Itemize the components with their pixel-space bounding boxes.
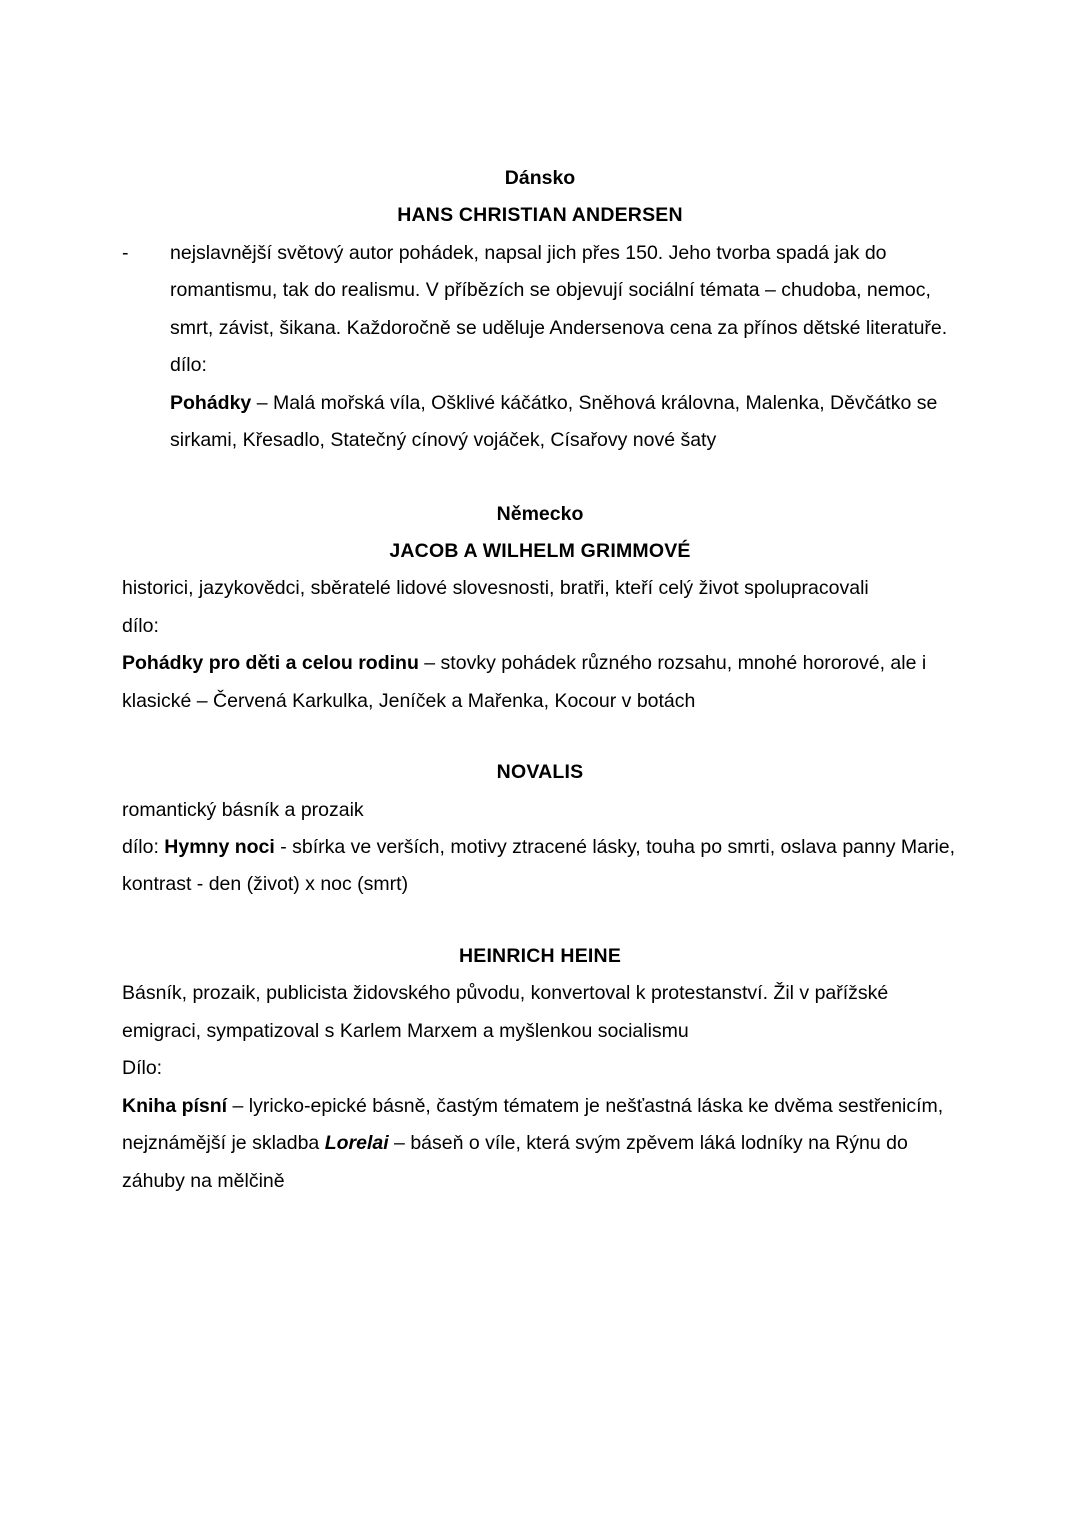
novalis-work [122, 829, 958, 904]
country-heading-denmark: Dánsko [504, 167, 576, 189]
section-spacer-2 [122, 720, 958, 754]
section-novalis [122, 754, 958, 904]
grimm-work-label: dílo: [122, 614, 159, 637]
author-heading-grimm: JACOB A WILHELM GRIMMOVÉ [389, 539, 691, 562]
document-body [122, 160, 958, 1200]
heine-work-label: Dílo: [122, 1057, 163, 1080]
novalis-work-title: Hymny noci [164, 836, 275, 858]
heine-work-text-2: – báseň o víle, která svým zpěvem láká lodníky na Rýnu do záhuby na mělčině [122, 1132, 908, 1192]
andersen-work [170, 385, 958, 460]
andersen-bullet-block [122, 235, 958, 460]
grimm-work-title: Pohádky pro děti a celou rodinu [122, 652, 419, 675]
andersen-intro: nejslavnější světový autor pohádek, napsal jich přes 150. Jeho tvorba spadá jak do romantismu, tak do realismu. V příbězích se objevují sociální témata – chudoba, nemoc, smrt, závist, šikana. Každoročně se uděluje Andersenova cena za přínos dětské literatuře. [170, 241, 948, 339]
section-heine [122, 938, 958, 1200]
andersen-work-label: dílo: [170, 354, 207, 377]
novalis-intro: romantický básník a prozaik [122, 798, 364, 821]
heine-work-text-1: – lyricko-epické básně, častým tématem je nešťastná láska ke dvěma sestřenicím, nejznámější je skladba [122, 1094, 944, 1155]
andersen-work-title: Pohádky [170, 391, 252, 414]
heine-work [122, 1088, 958, 1200]
heine-work-title-2: Lorelai [324, 1132, 389, 1155]
bullet-marker: - [122, 241, 129, 264]
grimm-work [122, 645, 958, 720]
country-heading-germany: Německo [496, 502, 584, 525]
section-germany [122, 496, 958, 721]
author-heading-heine: HEINRICH HEINE [458, 944, 622, 967]
section-spacer-3 [122, 904, 958, 938]
section-denmark [122, 160, 958, 460]
heine-intro: Básník, prozaik, publicista židovského původu, konvertoval k protestanství. Žil v pařížské emigraci, sympatizoval s Karlem Marxem a myšlenkou socialismu [122, 982, 889, 1042]
grimm-intro: historici, jazykovědci, sběratelé lidové slovesnosti, bratři, kteří celý život spolupracovali [122, 577, 869, 600]
author-heading-andersen: HANS CHRISTIAN ANDERSEN [397, 204, 683, 227]
author-heading-novalis: NOVALIS [496, 761, 584, 784]
grimm-work-text: – stovky pohádek různého rozsahu, mnohé hororové, ale i klasické – Červená Karkulka, Jeníček a Mařenka, Kocour v botách [122, 652, 927, 712]
heine-work-title: Kniha písní [122, 1094, 228, 1117]
novalis-work-text: - sbírka ve verších, motivy ztracené lásky, touha po smrti, oslava panny Marie, kontrast - den (život) x noc (smrt) [122, 836, 956, 896]
novalis-work-label: dílo: [122, 836, 165, 858]
section-spacer-1 [122, 460, 958, 496]
andersen-work-text: – Malá mořská víla, Ošklivé káčátko, Sněhová královna, Malenka, Děvčátko se sirkami, Křesadlo, Statečný cínový vojáček, Císařovy nové šaty [170, 391, 938, 452]
